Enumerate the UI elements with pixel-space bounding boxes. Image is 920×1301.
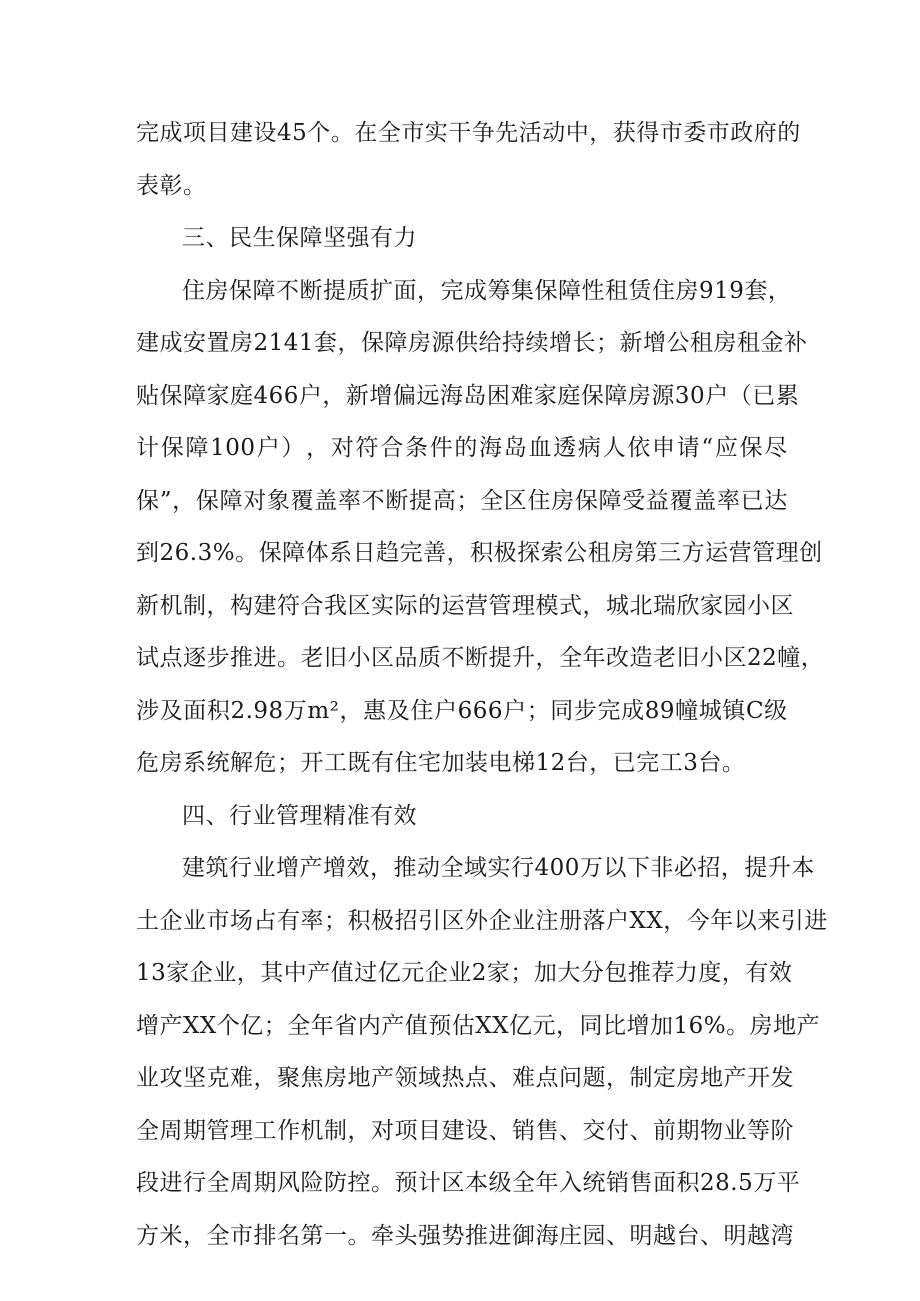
text-line: 建 成 安 置 房 2141 套 ， 保 障 房 源 供 给 持 续 增 长 ； 新 增 公 租 房 租 金 补	[136, 330, 808, 356]
section-heading: 三、民生保障坚强有力	[182, 225, 417, 251]
text-line: 建 筑 行 业 增 产 增 效 ， 推 动 全 域 实 行 400 万 以 下 非 必 招 ， 提 升 本	[182, 855, 815, 881]
text-line: 住 房 保 障 不 断 提 质 扩 面 ， 完 成 筹 集 保 障 性 租 赁 住 房 919 套 ，	[182, 277, 792, 304]
text-line: 完 成 项 目 建 设 45 个 。 在 全 市 实 干 争 先 活 动 中 ， 获 得 市 委 市 政 府 的	[136, 120, 801, 146]
text-line: 试 点 逐 步 推 进 。 老 旧 小 区 品 质 不 断 提 升 ， 全 年 改 造 老 旧 小 区 22 幢 ，	[136, 645, 825, 671]
document-body	[136, 107, 828, 1262]
text-line: 涉 及 面 积 2.98 万 m² ， 惠 及 住 户 666 户 ； 同 步 完 成 89 幢 城 镇 C 级	[136, 697, 788, 724]
text-line: 贴 保 障 家 庭 466 户 ， 新 增 偏 远 海 岛 困 难 家 庭 保 障 房 源 30 户 （ 已 累	[136, 382, 800, 409]
text-line: 计 保 障 100 户 ） ， 对 符 合 条 件 的 海 岛 血 透 病 人 依 申 请 “ 应 保 尽	[136, 435, 788, 461]
text-line: 业 攻 坚 克 难 ， 聚 焦 房 地 产 领 域 热 点 、 难 点 问 题 ， 制 定 房 地 产 开 发	[136, 1065, 794, 1091]
text-line: 土 企 业 市 场 占 有 率 ； 积 极 招 引 区 外 企 业 注 册 落 户 XX ， 今 年 以 来 引 进	[136, 907, 828, 934]
text-line: 全 周 期 管 理 工 作 机 制 ， 对 项 目 建 设 、 销 售 、 交 付 、 前 期 物 业 等 阶	[136, 1117, 794, 1144]
text-line: 表彰。	[136, 172, 207, 199]
section-heading: 四、行业管理精准有效	[182, 802, 417, 829]
text-line: 新 机 制 ， 构 建 符 合 我 区 实 际 的 运 营 管 理 模 式 ， 城 北 瑞 欣 家 园 小 区	[136, 592, 794, 619]
text-line: 13 家 企 业 ， 其 中 产 值 过 亿 元 企 业 2 家 ； 加 大 分 包 推 荐 力 度 ， 有 效	[136, 960, 793, 986]
text-line: 危房系统解危；开工既有住宅加装电梯12台，已完工3台。	[136, 750, 746, 776]
text-line: 增 产 XX 个 亿 ； 全 年 省 内 产 值 预 估 XX 亿 元 ， 同 比 增 加 16% 。 房 地 产	[136, 1012, 821, 1039]
text-line: 到 26.3% 。 保 障 体 系 日 趋 完 善 ， 积 极 探 索 公 租 房 第 三 方 运 营 管 理 创	[136, 540, 823, 566]
text-line: 方 米 ， 全 市 排 名 第 一 。 牵 头 强 势 推 进 御 海 庄 园 、 明 越 台 、 明 越 湾	[136, 1222, 794, 1249]
text-line: 段 进 行 全 周 期 风 险 防 控 。 预 计 区 本 级 全 年 入 统 销 售 面 积 28.5 万 平	[136, 1170, 801, 1196]
text-line: 保 ” ， 保 障 对 象 覆 盖 率 不 断 提 高 ； 全 区 住 房 保 障 受 益 覆 盖 率 已 达	[136, 487, 788, 514]
